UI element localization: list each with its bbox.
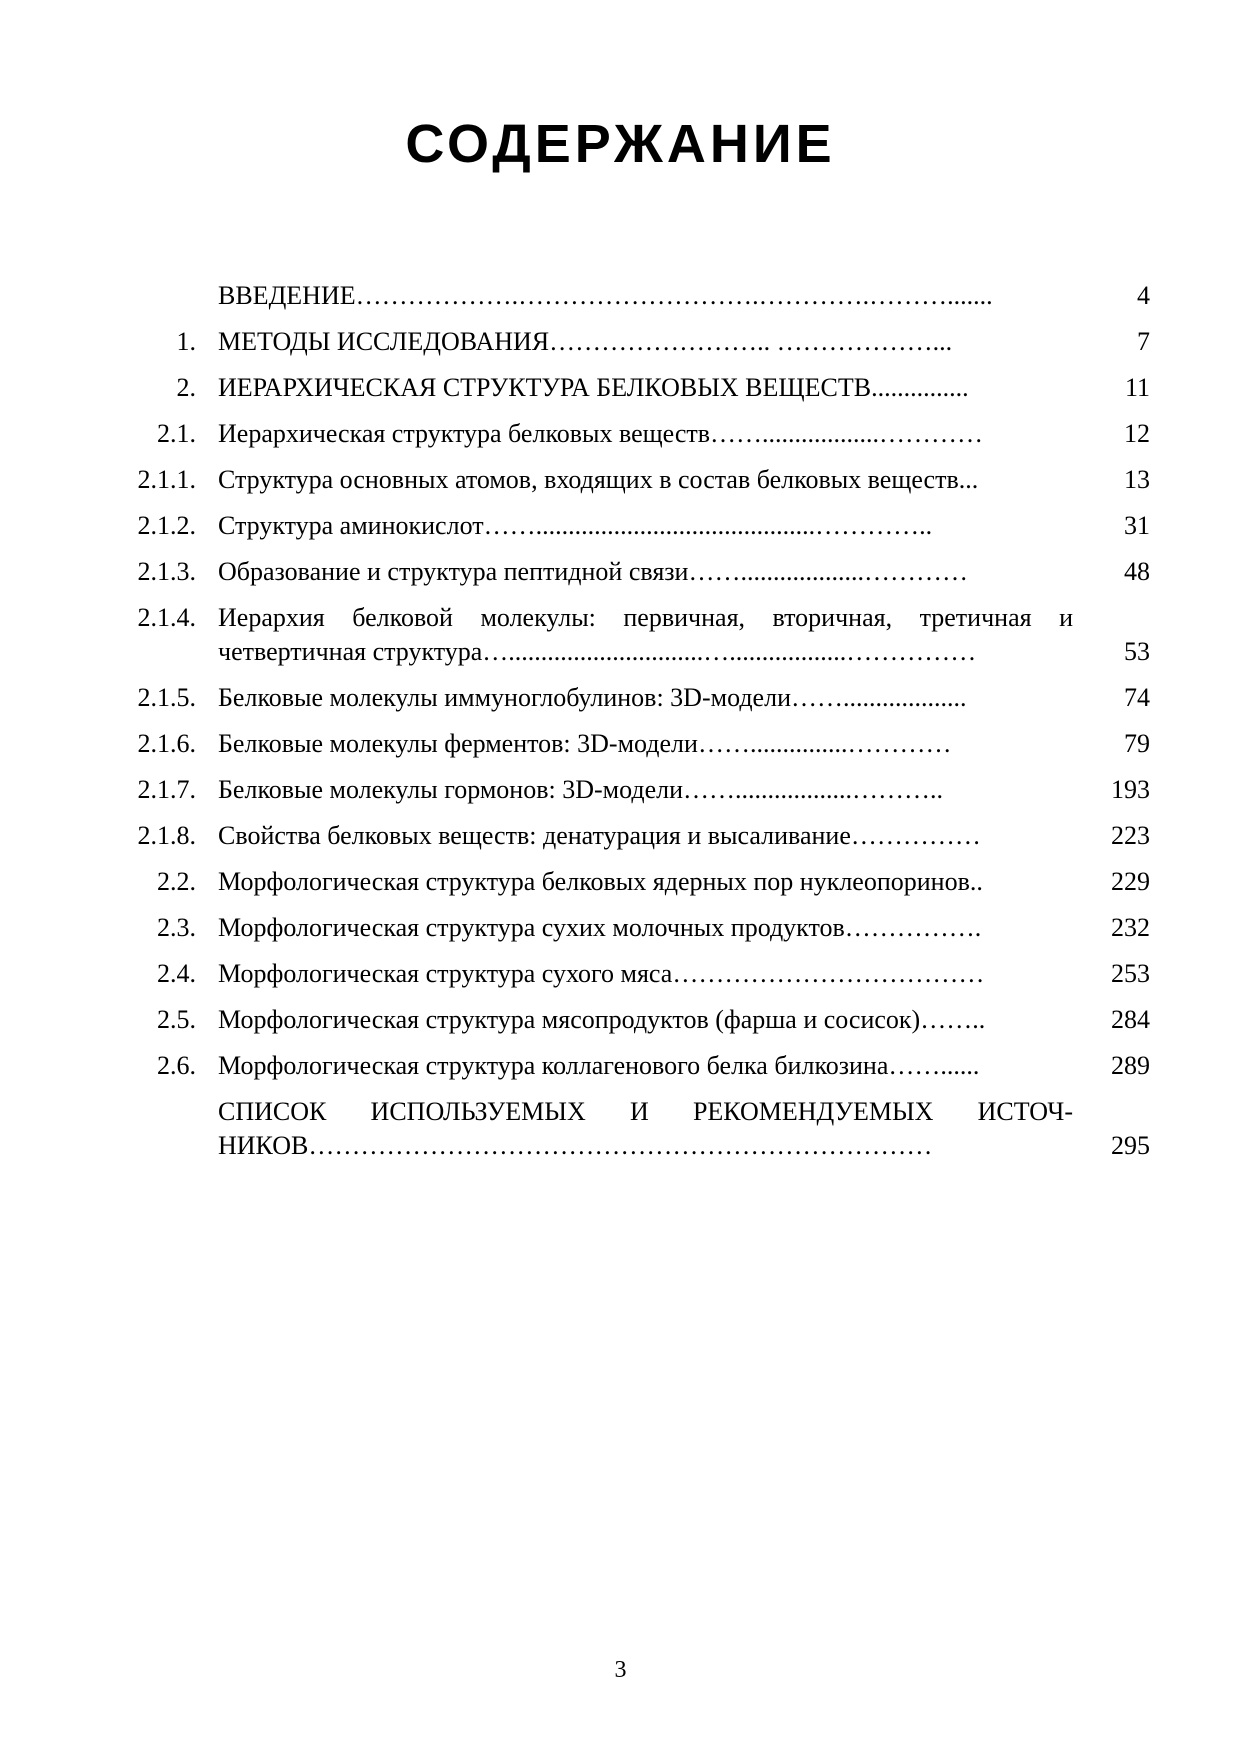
toc-entry-2-3[interactable] <box>100 911 1150 957</box>
toc-entry-page: 4 <box>1137 281 1150 310</box>
table-of-contents <box>100 279 1150 1175</box>
toc-entry-page: 232 <box>1111 913 1150 942</box>
toc-entry-title: Белковые молекулы иммуноглобулинов: 3D-модели……................... <box>218 683 967 712</box>
toc-entry-title-line1: Иерархия белковой молекулы: первичная, вторичная, третичная и <box>218 603 1073 632</box>
toc-entry-page: 11 <box>1124 373 1150 402</box>
toc-entry-2-1-2[interactable] <box>100 509 1150 555</box>
toc-entry-number: 2.1.2. <box>137 511 196 540</box>
toc-entry-2-1-5[interactable] <box>100 681 1150 727</box>
toc-entry-2-1-6[interactable] <box>100 727 1150 773</box>
toc-entry-page: 223 <box>1111 821 1150 850</box>
toc-entry-title: Морфологическая структура сухих молочных продуктов……………. <box>218 913 982 942</box>
toc-entry-number: 2.1.8. <box>137 821 196 850</box>
toc-entry-2-1-4[interactable] <box>100 601 1150 681</box>
toc-entry-number: 2.2. <box>157 867 196 896</box>
toc-entry-number: 2.1.3. <box>137 557 196 586</box>
toc-entry-number: 1. <box>176 327 196 356</box>
toc-entry-title: Белковые молекулы гормонов: 3D-модели……..................……….. <box>218 775 944 804</box>
toc-entry-references[interactable] <box>100 1095 1150 1175</box>
toc-entry-title: Иерархическая структура белковых веществ……..................………… <box>218 419 984 448</box>
toc-entry-number: 2.5. <box>157 1005 196 1034</box>
page-number: 3 <box>614 1657 627 1683</box>
toc-entry-page: 284 <box>1111 1005 1150 1034</box>
toc-entry-number: 2.1.1. <box>137 465 196 494</box>
toc-entry-2-2[interactable] <box>100 865 1150 911</box>
toc-entry-title: Морфологическая структура коллагенового белка билкозина……...... <box>218 1051 980 1080</box>
toc-entry-page: 13 <box>1124 465 1150 494</box>
page-title: СОДЕРЖАНИЕ <box>405 114 836 174</box>
toc-entry-title: Образование и структура пептидной связи……...................………… <box>218 557 968 586</box>
toc-entry-title-line2: НИКОВ……………………………………………………………… <box>218 1131 933 1160</box>
toc-entry-title: Морфологическая структура сухого мяса……………………………… <box>218 959 985 988</box>
toc-entry-title: ИЕРАРХИЧЕСКАЯ СТРУКТУРА БЕЛКОВЫХ ВЕЩЕСТВ............... <box>218 373 969 402</box>
toc-entry-number: 2. <box>176 373 196 402</box>
toc-entry-title: МЕТОДЫ ИССЛЕДОВАНИЯ…………………….. ………………... <box>218 327 953 356</box>
toc-entry-title <box>218 1095 1073 1163</box>
toc-entry-title: Свойства белковых веществ: денатурация и высаливание…………… <box>218 821 981 850</box>
toc-entry-number: 2.1.7. <box>137 775 196 804</box>
toc-entry-page: 79 <box>1124 729 1150 758</box>
toc-entry-page: 31 <box>1124 511 1150 540</box>
toc-entry-introduction[interactable] <box>100 279 1150 325</box>
toc-entry-page: 229 <box>1111 867 1150 896</box>
toc-entry-number: 2.1.6. <box>137 729 196 758</box>
toc-entry-2[interactable] <box>100 371 1150 417</box>
toc-entry-page: 253 <box>1111 959 1150 988</box>
toc-entry-2-6[interactable] <box>100 1049 1150 1095</box>
toc-entry-2-4[interactable] <box>100 957 1150 1003</box>
toc-entry-2-1[interactable] <box>100 417 1150 463</box>
toc-entry-2-5[interactable] <box>100 1003 1150 1049</box>
toc-entry-page: 74 <box>1124 683 1150 712</box>
toc-entry-number: 2.1.4. <box>137 603 196 632</box>
toc-entry-number: 2.1.5. <box>137 683 196 712</box>
toc-entry-title-line1: СПИСОК ИСПОЛЬЗУЕМЫХ И РЕКОМЕНДУЕМЫХ ИСТОЧ- <box>218 1097 1073 1126</box>
toc-entry-title <box>218 601 1073 669</box>
toc-entry-number: 2.1. <box>157 419 196 448</box>
toc-entry-number: 2.4. <box>157 959 196 988</box>
toc-entry-2-1-7[interactable] <box>100 773 1150 819</box>
toc-entry-page: 193 <box>1111 775 1150 804</box>
toc-entry-title: Структура основных атомов, входящих в состав белковых веществ... <box>218 465 979 494</box>
toc-entry-page: 7 <box>1137 327 1150 356</box>
toc-entry-number: 2.3. <box>157 913 196 942</box>
toc-entry-page: 48 <box>1124 557 1150 586</box>
toc-entry-title: Структура аминокислот……...........................................………….. <box>218 511 933 540</box>
toc-entry-title: Белковые молекулы ферментов: 3D-модели……...............………… <box>218 729 952 758</box>
toc-entry-page: 289 <box>1111 1051 1150 1080</box>
toc-entry-title-line2: четвертичная структура…..............................…..................…………… <box>218 637 977 666</box>
toc-entry-title: ВВЕДЕНИЕ……………….……………………….………….………....... <box>218 281 993 310</box>
toc-entry-number: 2.6. <box>157 1051 196 1080</box>
toc-entry-title: Морфологическая структура белковых ядерных пор нуклеопоринов.. <box>218 867 983 896</box>
toc-entry-2-1-1[interactable] <box>100 463 1150 509</box>
toc-entry-page: 12 <box>1124 419 1150 448</box>
toc-entry-1[interactable] <box>100 325 1150 371</box>
toc-entry-2-1-8[interactable] <box>100 819 1150 865</box>
toc-entry-page: 53 <box>1124 637 1150 666</box>
toc-entry-title: Морфологическая структура мясопродуктов (фарша и сосисок)…….. <box>218 1005 986 1034</box>
toc-entry-page: 295 <box>1111 1131 1150 1160</box>
toc-entry-2-1-3[interactable] <box>100 555 1150 601</box>
